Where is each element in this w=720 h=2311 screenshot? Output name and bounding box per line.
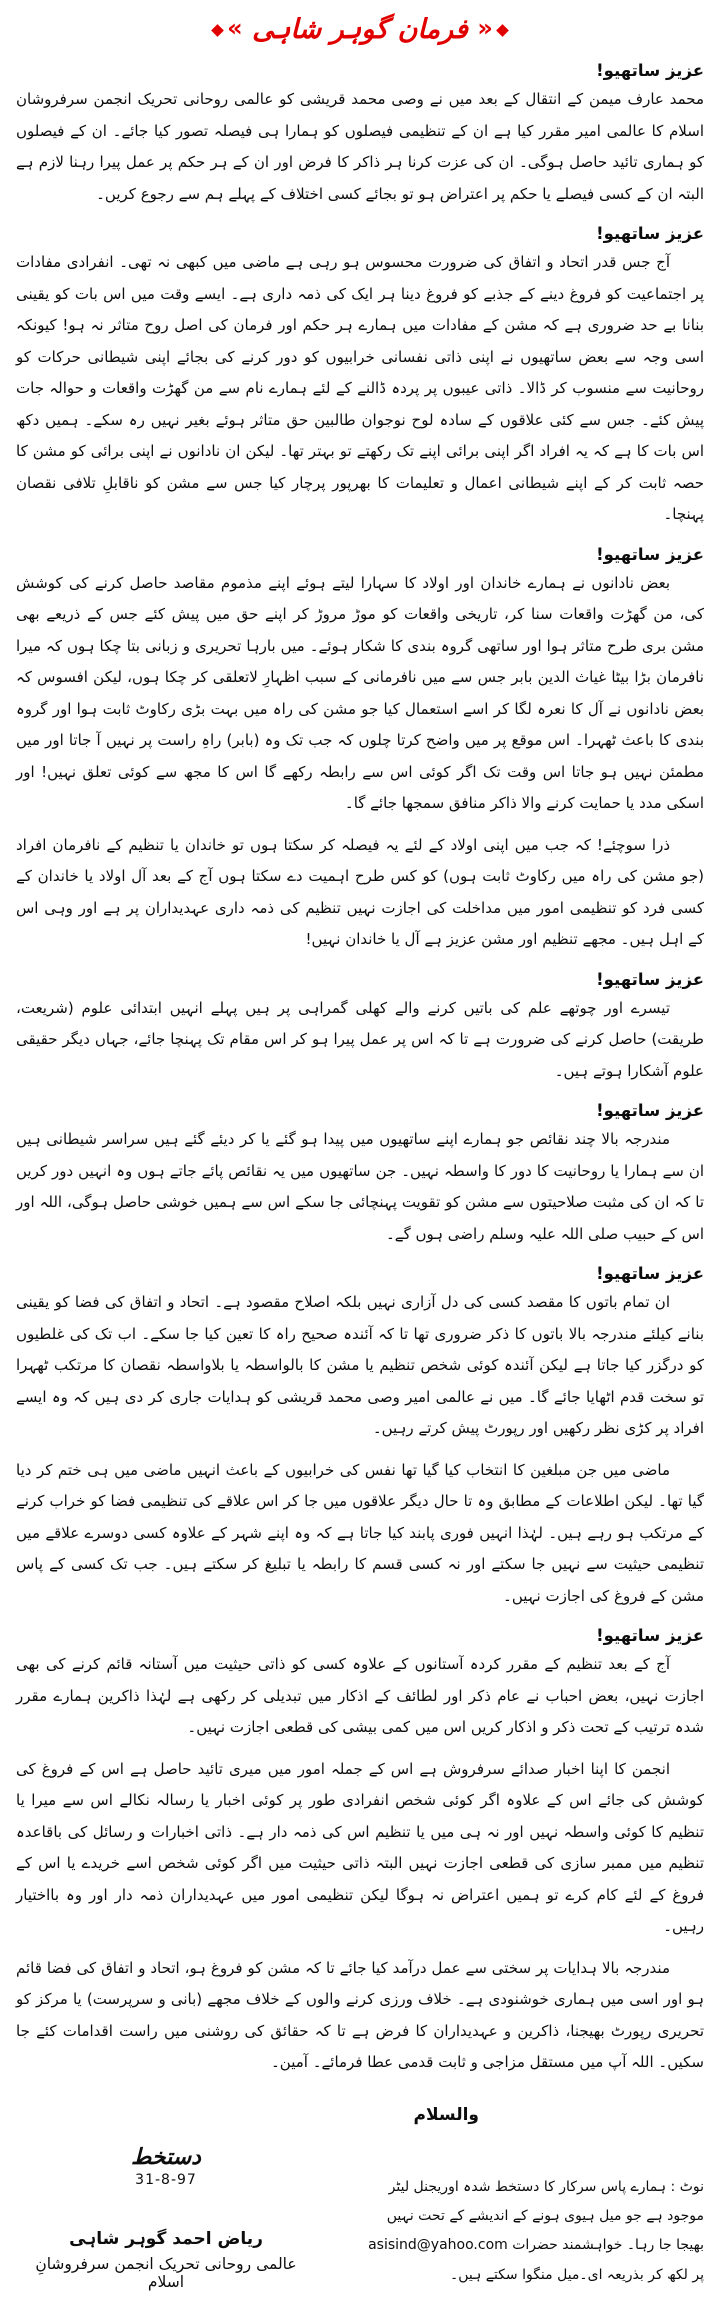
paragraph: ذرا سوچئے! کہ جب میں اپنی اولاد کے لئے یہ فیصلہ کر سکتا ہوں تو خاندان یا تنظیم کے نافرمان افراد (جو مشن کی راہ میں رکاوٹ ثابت ہوں) کو کس طرح اہمیت دے سکتا ہوں آج کے بعد آل اولاد یا خاندان کے کسی فرد کو تنظیمی امور میں مداخلت کی اجازت نہیں تنظیم کی ذمہ داری عہدیداران پر ہے اور وہی اس کے اہل ہیں۔ مجھے تنظیم اور مشن عزیز ہے آل یا خاندان نہیں! <box>16 835 704 948</box>
paragraph: آج جس قدر اتحاد و اتفاق کی ضرورت محسوس ہو رہی ہے ماضی میں کبھی نہ تھی۔ انفرادی مفادات پر اجتماعیت کو فروغ دینے کے جذبے کو فروغ دینا ہر ایک کی ذمہ داری ہے۔ ایسے وقت میں اس بات کو یقینی بنانا بے حد ضروری ہے کہ مشن کے مفادات میں ہمارے ہر حکم اور فرمان کی اصل روح متاثر نہ ہو! کیونکہ اسی وجہ سے بعض ساتھیوں نے اپنی ذاتی نفسانی خرابیوں کو دور کرنے کی بجائے اپنی شیطانی حرکات کو روحانیت سے منسوب کر ڈالا۔ ذاتی عیبوں پر پردہ ڈالنے کے لئے ہمارے نام سے من گھڑت واقعات و حوالہ جات پیش کئے۔ جس سے کئی علاقوں کے سادہ لوح نوجوان طالبین حق متاثر ہوئے بغیر نہیں رہ سکے۔ ہمیں دکھ اس بات کا ہے کہ یہ افراد اگر اپنی برائی اپنے تک رکھتے تو بہتر تھا۔ لیکن ان نادانوں نے اپنی برائی کو مشن کا حصہ ثابت کر کے اپنے شیطانی اعمال و تعلیمات کا بھرپور پرچار کیا جس سے مشن کو ناقابلِ تلافی نقصان پہنچا۔ <box>16 253 704 523</box>
paragraph: مندرجہ بالا چند نقائص جو ہمارے اپنے ساتھیوں میں پیدا ہو گئے یا کر دیئے گئے ہیں سراسر شیطانی ہیں ان سے ہمارا یا روحانیت کا دور کا واسطہ نہیں۔ جن ساتھیوں میں یہ نقائص پائے جاتے ہوں وہ انہیں دور کریں تا کہ ان کی مثبت صلاحیتوں سے مشن کو تقویت پہنچائی جا سکے اس سے ہمیں خوشی حاصل ہوگی، اللہ اور اس کے حبیب صلی اللہ علیہ وسلم راضی ہوں گے۔ <box>16 1130 704 1243</box>
closing-salutation: والسلام <box>413 2104 479 2125</box>
signature-date: 31-8-97 <box>135 2171 197 2188</box>
signature-block <box>16 2145 316 2291</box>
ornament-flower-icon <box>496 24 509 37</box>
paragraph: انجمن کا اپنا اخبار صدائے سرفروش ہے اس کے جملہ امور میں میری تائید حاصل ہے اس کے فروغ کی کوشش کی جائے اس کے علاوہ اگر کوئی شخص انفرادی طور پر کوئی اخبار یا رسالہ نکالے اس سے میرا یا تنظیم کا کوئی واسطہ نہیں اور نہ ہی میں یا تنظیم اس کی ذمہ دار ہے۔ ذاتی اخبارات و رسائل کی باقاعدہ تنظیم میں ممبر سازی کی قطعی اجازت نہیں البتہ ذاتی حیثیت میں اگر کوئی شخص اسے خریدے یا اس کے فروغ کے لئے کام کرے تو ہمیں اعتراض نہ ہوگا لیکن تنظیمی امور میں عہدیداران ذمہ دار اور وہ بااختیار رہیں۔ <box>16 1759 704 1935</box>
section-greeting: عزیز ساتھیو! <box>596 1101 704 1120</box>
section-greeting: عزیز ساتھیو! <box>596 969 704 989</box>
paragraph: تیسرے اور چوتھے علم کی باتیں کرنے والے کھلی گمراہی پر ہیں پہلے انہیں ابتدائی علوم (شریعت، طریقت) حاصل کرنے کی ضرورت ہے تا کہ اس پر عمل پیرا ہو کر اس مقام تک پہنچا جائے، جہاں دیگر حقیقی علوم آشکارا ہوتے ہیں۔ <box>16 998 704 1080</box>
title-text: فرمان گوہر شاہی <box>252 14 468 45</box>
section-greeting: عزیز ساتھیو! <box>596 1626 704 1645</box>
section-greeting: عزیز ساتھیو! <box>596 224 704 243</box>
paragraph: مندرجہ بالا ہدایات پر سختی سے عمل درآمد کیا جائے تا کہ مشن کو فروغ ہو، اتحاد و اتفاق کی فضا قائم ہو اور اسی میں ہماری خوشنودی ہے۔ خلاف ورزی کرنے والوں کے خلاف مجھے (بانی و سرپرست) یا مرکز کو تحریری رپورٹ بھیجنا، ذاکرین و عہدیداران کا فرض ہے تا کہ حقائق کی روشنی میں راست اقدامات کئے جا سکیں۔ اللہ آپ میں مستقل مزاجی و ثابت قدمی عطا فرمائے۔ آمین۔ <box>16 1958 704 2071</box>
paragraph: آج کے بعد تنظیم کے مقرر کردہ آستانوں کے علاوہ کسی کو ذاتی حیثیت میں آستانہ قائم کرنے کی بھی اجازت نہیں، بعض احباب نے عام ذکر اور لطائف کے اذکار میں تبدیلی کر رکھی ہے لہٰذا ذاکرین ہمارے مقرر شدہ ترتیب کے تحت ذکر و اذکار کریں اس میں کمی بیشی کی قطعی اجازت نہیں۔ <box>16 1655 704 1736</box>
section-greeting: عزیز ساتھیو! <box>596 61 704 80</box>
paragraph: محمد عارف میمن کے انتقال کے بعد میں نے وصی محمد قریشی کو عالمی روحانی تحریک انجمن سرفروشان اسلام کا عالمی امیر مقرر کیا ہے ان کے تنظیمی فیصلوں کو ہمارا ہی فیصلہ تصور کیا جائے۔ ان کے فیصلوں کو ہماری تائید حاصل ہوگی۔ ان کی عزت کرنا ہر ذاکر کا فرض اور ان کے ہر حکم پر عمل پیرا رہنا لازم ہے البتہ ان کے کسی فیصلے یا حکم پر اعتراض ہو تو بجائے کسی اختلاف کے پہلے ہم سے رجوع کریں۔ <box>16 90 704 203</box>
section-greeting: عزیز ساتھیو! <box>596 544 704 564</box>
organization-name: عالمی روحانی تحریک انجمن سرفروشانِ اسلام <box>35 2254 297 2291</box>
paragraph: ماضی میں جن مبلغین کا انتخاب کیا گیا تھا نفس کی خرابیوں کے باعث انہیں ماضی میں ہی ختم کر دیا گیا تھا۔ لیکن اطلاعات کے مطابق وہ تا حال دیگر علاقوں میں جا کر اس علاقے کی تنظیمی فضا کو خراب کرنے کے مرتکب ہو رہے ہیں۔ لہٰذا انہیں فوری پابند کیا جاتا ہے کہ وہ اپنے شہر کے علاوہ کسی دوسرے علاقے میں تنظیمی حیثیت سے نہیں جا سکتے اور نہ کسی قسم کا رابطہ یا تبلیغ کر سکتے ہیں۔ جب تک کسی کے پاس مشن کے فروغ کی اجازت نہیں۔ <box>16 1460 704 1605</box>
title-ornament-open: « <box>477 14 493 42</box>
paragraph: ان تمام باتوں کا مقصد کسی کی دل آزاری نہیں بلکہ اصلاح مقصود ہے۔ اتحاد و اتفاق کی فضا کو یقینی بنانے کیلئے مندرجہ بالا باتوں کا ذکر ضروری تھا تا کہ آئندہ صحیح راہ کا تعین کیا جا سکے۔ اب تک کی غلطیوں کو درگزر کیا جاتا ہے لیکن آئندہ کوئی شخص تنظیم یا مشن کا بالواسطہ یا بلاواسطہ نقصان کا مرتکب ٹھہرا تو سخت قدم اٹھایا جائے گا۔ میں نے عالمی امیر وصی محمد قریشی کو ہدایات جاری کر دی ہیں کہ وہ ایسے افراد پر کڑی نظر رکھیں اور رپورٹ پیش کرتے رہیں۔ <box>16 1293 704 1437</box>
section-greeting: عزیز ساتھیو! <box>596 1264 704 1283</box>
title-ornament-close: » <box>227 14 243 42</box>
paragraph: بعض نادانوں نے ہمارے خاندان اور اولاد کا سہارا لیتے ہوئے اپنے مذموم مقاصد حاصل کرنے کی کوشش کی، من گھڑت واقعات سنا کر، تاریخی واقعات کو موڑ مروڑ کر اپنے حق میں پیش کئے جس کے ذریعے بھی مشن بری طرح متاثر ہوا اور ساتھی گروہ بندی کا شکار ہوئے۔ میں بارہا تحریری و زبانی بتا چکا ہوں کہ میرا نافرمان بڑا بیٹا غیاث الدین بابر جس سے میں نافرمانی کے سبب اظہارِ لاتعلقی کر چکا ہوں، لیکن افسوس کہ بعض نادانوں نے آل کا نعرہ لگا کر اسے استعمال کیا جو مشن کی راہ میں بہت بڑی رکاوٹ ثابت ہوا اور گروہ بندی کا باعث ٹھہرا۔ اس موقع پر میں واضح کرتا چلوں کہ جب تک وہ (بابر) راہِ راست پر نہیں آ جاتا اور میں مطمئن نہیں ہو جاتا اس وقت تک اگر کوئی اس سے رابطہ رکھے گا اس کا مجھ سے کوئی تعلق نہیں! اور اسکی مدد یا حمایت کرنے والا ذاکر منافق سمجھا جائے گا۔ <box>16 573 704 812</box>
signature-mark: دستخط <box>131 2144 201 2170</box>
footer <box>16 2139 704 2291</box>
author-name: ریاض احمد گوہر شاہی <box>69 2228 263 2249</box>
document-title <box>16 14 704 45</box>
ornament-flower-icon <box>211 24 224 37</box>
footnote: نوٹ : ہمارے پاس سرکار کا دستخط شدہ اوریجنل لیٹر موجود ہے جو میل ہیوی ہونے کے اندیشے کے تحت نہیں بھیجا جا رہا۔ خواہشمند حضرات asisind@yahoo.com پر لکھ کر بذریعہ ای۔میل منگوا سکتے ہیں۔ <box>368 2178 704 2283</box>
